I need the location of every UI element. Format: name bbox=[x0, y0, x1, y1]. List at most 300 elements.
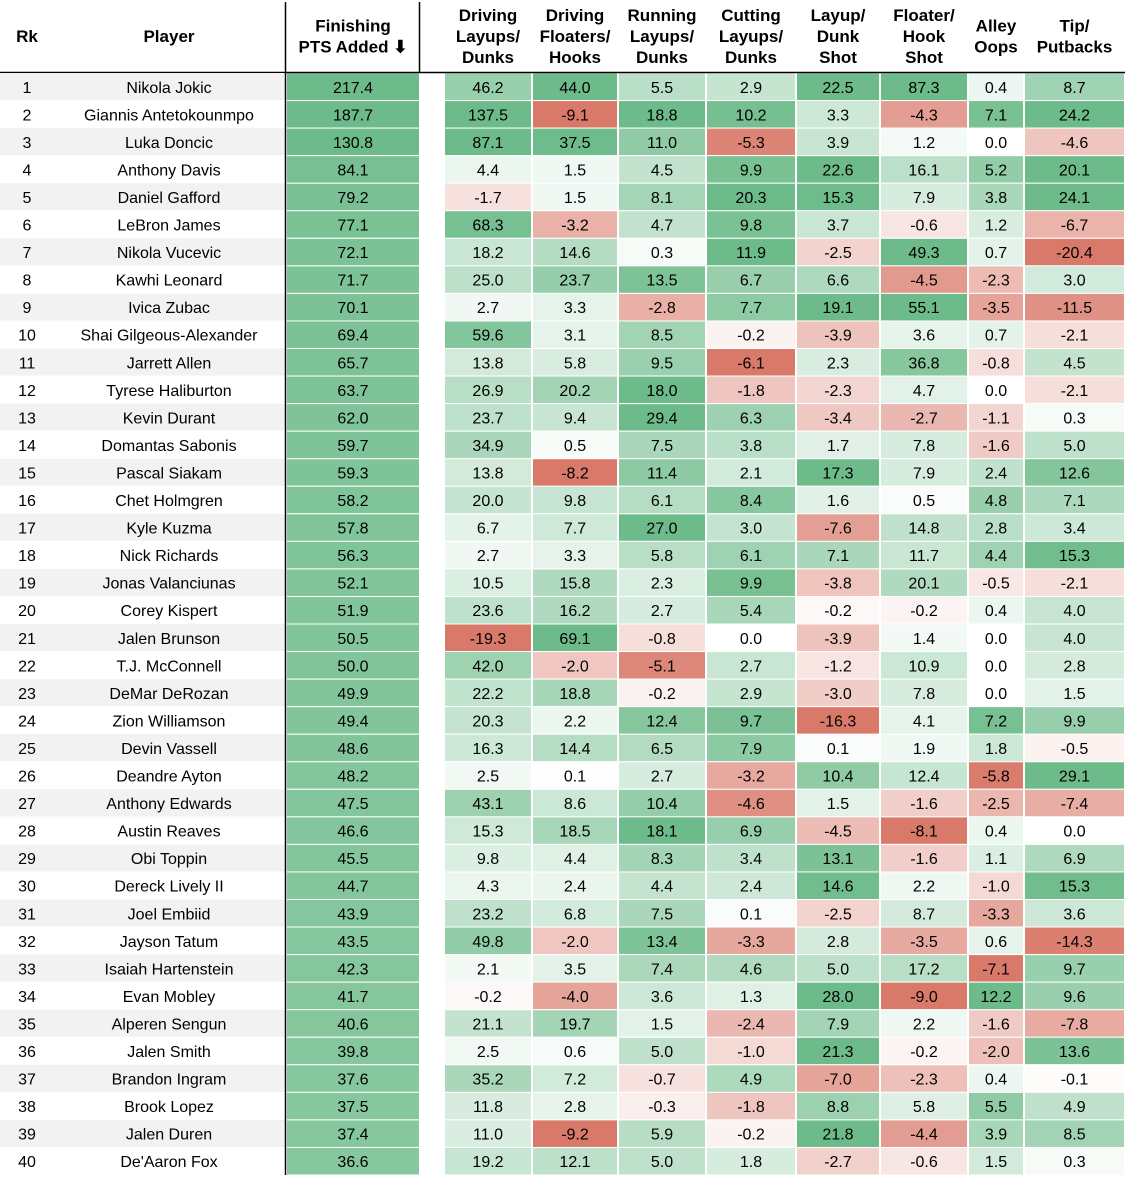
table-row-20-cutting_layups: 5.4 bbox=[739, 603, 763, 621]
table-row-35-driving_floaters: 19.7 bbox=[559, 1016, 591, 1034]
table-row-4-cutting_layups: 9.9 bbox=[739, 162, 763, 180]
table-row-27-finishing: 47.5 bbox=[337, 796, 369, 814]
table-row-25-floater_hook_shot: 1.9 bbox=[912, 740, 936, 758]
table-row-15-floater_hook_shot: 7.9 bbox=[912, 465, 936, 483]
table-row-15-driving_floaters: -8.2 bbox=[561, 465, 589, 483]
table-row-37-driving_layups: 35.2 bbox=[472, 1071, 504, 1089]
table-row-6-player: LeBron James bbox=[117, 217, 221, 235]
table-row-27-player: Anthony Edwards bbox=[106, 796, 232, 814]
table-row-33-rk: 33 bbox=[18, 961, 36, 979]
table-row-34-player: Evan Mobley bbox=[122, 988, 216, 1006]
table-row-22-layup_dunk_shot: -1.2 bbox=[824, 658, 852, 676]
table-row-37-tip_putbacks: -0.1 bbox=[1060, 1071, 1089, 1089]
table-row-12-layup_dunk_shot: -2.3 bbox=[824, 382, 852, 400]
table-row-2-running_layups: 18.8 bbox=[646, 107, 678, 125]
table-row-32-finishing: 43.5 bbox=[337, 933, 369, 951]
table-row-36-finishing: 39.8 bbox=[337, 1044, 369, 1062]
header-cutting_layups-line1: Cutting bbox=[721, 6, 781, 25]
table-row-24-alley_oops: 7.2 bbox=[984, 713, 1008, 731]
table-row-21-driving_layups: -19.3 bbox=[469, 630, 507, 648]
table-row-39-tip_putbacks: 8.5 bbox=[1063, 1126, 1086, 1144]
table-row-14-layup_dunk_shot: 1.7 bbox=[826, 437, 850, 455]
table-row-22-tip_putbacks: 2.8 bbox=[1063, 658, 1086, 676]
table-row-10-player: Shai Gilgeous-Alexander bbox=[80, 327, 258, 345]
table-row-37-driving_floaters: 7.2 bbox=[563, 1071, 587, 1089]
table-row-8-cutting_layups: 6.7 bbox=[739, 272, 763, 290]
table-row-33-layup_dunk_shot: 5.0 bbox=[826, 961, 850, 979]
table-row-1-driving_layups: 46.2 bbox=[472, 79, 504, 97]
table-row-18-player: Nick Richards bbox=[119, 548, 219, 566]
table-row-37-alley_oops: 0.4 bbox=[984, 1071, 1008, 1089]
table-row-6-running_layups: 4.7 bbox=[650, 217, 674, 235]
header-running_layups-line2: Layups/ bbox=[629, 27, 695, 46]
table-row-2-driving_floaters: -9.1 bbox=[561, 107, 589, 125]
table-row-38-driving_layups: 11.8 bbox=[473, 1099, 503, 1117]
table-row-33-driving_floaters: 3.5 bbox=[563, 961, 587, 979]
table-row-16-rk: 16 bbox=[18, 493, 36, 511]
table-row-14-floater_hook_shot: 7.8 bbox=[912, 437, 936, 455]
table-row-18-cutting_layups: 6.1 bbox=[739, 548, 763, 566]
table-row-4-tip_putbacks: 20.1 bbox=[1058, 162, 1091, 180]
table-row-20-driving_layups: 23.6 bbox=[472, 603, 504, 621]
table-row-9-alley_oops: -3.5 bbox=[982, 300, 1010, 318]
table-row-23-running_layups: -0.2 bbox=[648, 685, 676, 703]
table-row-15-cutting_layups: 2.1 bbox=[739, 465, 763, 483]
table-row-38-running_layups: -0.3 bbox=[648, 1099, 676, 1117]
table-row-2-cutting_layups: 10.2 bbox=[735, 107, 767, 125]
table-row-33-cutting_layups: 4.6 bbox=[739, 961, 763, 979]
table-row-24-rk: 24 bbox=[18, 713, 36, 731]
table-row-40-driving_layups: 19.2 bbox=[472, 1154, 504, 1172]
table-row-24-player: Zion Williamson bbox=[112, 713, 226, 731]
table-row-24-driving_layups: 20.3 bbox=[472, 713, 504, 731]
table-row-9-driving_layups: 2.7 bbox=[476, 300, 500, 318]
table-row-26-driving_layups: 2.5 bbox=[476, 768, 500, 786]
table-row-25-running_layups: 6.5 bbox=[650, 740, 674, 758]
table-row-38-floater_hook_shot: 5.8 bbox=[912, 1099, 936, 1117]
table-row-32-driving_layups: 49.8 bbox=[472, 933, 504, 951]
table-row-40-floater_hook_shot: -0.6 bbox=[910, 1154, 938, 1172]
table-row-25-layup_dunk_shot: 0.1 bbox=[826, 740, 850, 758]
table-row-26-alley_oops: -5.8 bbox=[982, 768, 1010, 786]
header-tip_putbacks-line2: Putbacks bbox=[1036, 37, 1113, 57]
table-row-14-tip_putbacks: 5.0 bbox=[1063, 437, 1086, 455]
table-row-24-floater_hook_shot: 4.1 bbox=[912, 713, 936, 731]
table-row-6-alley_oops: 1.2 bbox=[984, 217, 1008, 235]
table-row-7-player: Nikola Vucevic bbox=[116, 245, 222, 263]
table-row-29-player: Obi Toppin bbox=[130, 851, 208, 869]
table-row-28-rk: 28 bbox=[18, 823, 36, 841]
table-row-35-driving_layups: 21.1 bbox=[472, 1016, 504, 1034]
table-row-8-finishing: 71.7 bbox=[337, 272, 369, 290]
table-row-7-driving_layups: 18.2 bbox=[472, 245, 504, 263]
table-row-25-finishing: 48.6 bbox=[337, 740, 369, 758]
table-row-34-layup_dunk_shot: 28.0 bbox=[822, 988, 854, 1006]
table-row-28-layup_dunk_shot: -4.5 bbox=[824, 823, 852, 841]
table-row-40-tip_putbacks: 0.3 bbox=[1063, 1154, 1086, 1172]
table-row-31-finishing: 43.9 bbox=[337, 906, 369, 924]
table-row-11-player: Jarrett Allen bbox=[126, 355, 212, 373]
table-row-31-running_layups: 7.5 bbox=[650, 906, 674, 924]
table-row-25-cutting_layups: 7.9 bbox=[739, 740, 763, 758]
table-row-3-driving_floaters: 37.5 bbox=[559, 134, 591, 152]
table-row-9-tip_putbacks: -11.5 bbox=[1056, 300, 1093, 318]
table-row-24-running_layups: 12.4 bbox=[646, 713, 678, 731]
table-row-39-layup_dunk_shot: 21.8 bbox=[822, 1126, 854, 1144]
table-row-2-finishing: 187.7 bbox=[332, 107, 374, 125]
table-row-19-rk: 19 bbox=[18, 575, 36, 593]
table-row-28-driving_floaters: 18.5 bbox=[559, 823, 591, 841]
table-row-36-rk: 36 bbox=[18, 1044, 36, 1062]
table-row-5-cutting_layups: 20.3 bbox=[735, 189, 767, 207]
table-row-31-player: Joel Embiid bbox=[127, 906, 211, 924]
table-row-29-driving_layups: 9.8 bbox=[476, 851, 500, 869]
header-floater_hook_shot-line3: Shot bbox=[905, 48, 943, 67]
table-row-22-player: T.J. McConnell bbox=[116, 658, 222, 676]
table-row-13-alley_oops: -1.1 bbox=[982, 410, 1010, 428]
table-row-31-driving_floaters: 6.8 bbox=[563, 906, 587, 924]
table-row-23-layup_dunk_shot: -3.0 bbox=[824, 685, 852, 703]
table-row-4-floater_hook_shot: 16.1 bbox=[908, 162, 940, 180]
table-row-5-rk: 5 bbox=[22, 189, 32, 207]
table-row-2-driving_layups: 137.5 bbox=[467, 107, 509, 125]
table-row-8-rk: 8 bbox=[22, 272, 32, 290]
table-row-17-floater_hook_shot: 14.8 bbox=[908, 520, 940, 538]
header-finishing-line2: PTS Added ⬇ bbox=[298, 37, 408, 57]
table-row-25-driving_floaters: 14.4 bbox=[559, 740, 591, 758]
table-row-35-player: Alperen Sengun bbox=[111, 1016, 227, 1034]
table-row-25-alley_oops: 1.8 bbox=[984, 740, 1008, 758]
table-row-39-rk: 39 bbox=[18, 1126, 36, 1144]
table-row-21-layup_dunk_shot: -3.9 bbox=[824, 630, 852, 648]
table-row-1-alley_oops: 0.4 bbox=[984, 79, 1008, 97]
table-row-29-rk: 29 bbox=[18, 851, 36, 869]
table-row-3-tip_putbacks: -4.6 bbox=[1060, 134, 1089, 152]
table-row-10-finishing: 69.4 bbox=[337, 327, 369, 345]
table-row-36-driving_layups: 2.5 bbox=[476, 1044, 500, 1062]
table-row-32-driving_floaters: -2.0 bbox=[561, 933, 589, 951]
table-row-30-running_layups: 4.4 bbox=[650, 878, 674, 896]
table-row-14-driving_floaters: 0.5 bbox=[563, 437, 587, 455]
table-row-8-floater_hook_shot: -4.5 bbox=[910, 272, 938, 290]
table-row-5-finishing: 79.2 bbox=[337, 189, 369, 207]
table-row-26-floater_hook_shot: 12.4 bbox=[908, 768, 940, 786]
table-row-8-tip_putbacks: 3.0 bbox=[1063, 272, 1086, 290]
header-running_layups-line1: Running bbox=[627, 6, 697, 25]
table-row-33-driving_layups: 2.1 bbox=[476, 961, 500, 979]
header-layup_dunk_shot-line1: Layup/ bbox=[810, 6, 866, 25]
table-row-24-driving_floaters: 2.2 bbox=[563, 713, 587, 731]
table-row-36-floater_hook_shot: -0.2 bbox=[910, 1044, 938, 1062]
table-row-29-driving_floaters: 4.4 bbox=[563, 851, 587, 869]
table-row-30-rk: 30 bbox=[18, 878, 36, 896]
table-row-11-rk: 11 bbox=[18, 355, 36, 373]
table-row-11-driving_floaters: 5.8 bbox=[563, 355, 587, 373]
table-row-18-finishing: 56.3 bbox=[337, 548, 369, 566]
table-row-19-cutting_layups: 9.9 bbox=[739, 575, 763, 593]
table-row-11-tip_putbacks: 4.5 bbox=[1063, 355, 1086, 373]
table-row-4-driving_floaters: 1.5 bbox=[563, 162, 587, 180]
table-row-3-layup_dunk_shot: 3.9 bbox=[826, 134, 850, 152]
table-row-1-rk: 1 bbox=[22, 79, 32, 97]
table-row-19-finishing: 52.1 bbox=[337, 575, 369, 593]
table-row-14-cutting_layups: 3.8 bbox=[739, 437, 763, 455]
table-row-20-tip_putbacks: 4.0 bbox=[1063, 603, 1086, 621]
table-row-12-floater_hook_shot: 4.7 bbox=[912, 382, 936, 400]
table-row-1-cutting_layups: 2.9 bbox=[739, 79, 763, 97]
table-row-33-floater_hook_shot: 17.2 bbox=[908, 961, 940, 979]
table-row-33-tip_putbacks: 9.7 bbox=[1063, 961, 1086, 979]
table-row-38-player: Brook Lopez bbox=[124, 1099, 214, 1117]
table-row-21-tip_putbacks: 4.0 bbox=[1063, 630, 1086, 648]
table-row-37-rk: 37 bbox=[18, 1071, 36, 1089]
table-row-20-running_layups: 2.7 bbox=[650, 603, 674, 621]
header-driving_floaters-line2: Floaters/ bbox=[539, 27, 611, 46]
table-row-32-cutting_layups: -3.3 bbox=[737, 933, 765, 951]
table-row-4-driving_layups: 4.4 bbox=[476, 162, 500, 180]
table-row-17-running_layups: 27.0 bbox=[646, 520, 678, 538]
table-row-31-layup_dunk_shot: -2.5 bbox=[824, 906, 852, 924]
table-row-35-cutting_layups: -2.4 bbox=[737, 1016, 765, 1034]
table-row-10-driving_floaters: 3.1 bbox=[563, 327, 587, 345]
table-row-34-driving_floaters: -4.0 bbox=[561, 988, 589, 1006]
table-row-7-floater_hook_shot: 49.3 bbox=[908, 245, 940, 263]
table-row-34-tip_putbacks: 9.6 bbox=[1063, 988, 1086, 1006]
table-row-5-driving_floaters: 1.5 bbox=[563, 189, 587, 207]
table-row-34-rk: 34 bbox=[18, 988, 36, 1006]
table-row-26-layup_dunk_shot: 10.4 bbox=[822, 768, 854, 786]
table-row-26-running_layups: 2.7 bbox=[650, 768, 674, 786]
table-row-13-finishing: 62.0 bbox=[337, 410, 369, 428]
table-row-5-running_layups: 8.1 bbox=[650, 189, 674, 207]
table-row-29-alley_oops: 1.1 bbox=[984, 851, 1008, 869]
table-row-26-finishing: 48.2 bbox=[337, 768, 369, 786]
table-row-38-tip_putbacks: 4.9 bbox=[1063, 1099, 1086, 1117]
header-finishing-line1: Finishing bbox=[315, 16, 391, 36]
header-rk: Rk bbox=[16, 27, 38, 46]
table-row-35-floater_hook_shot: 2.2 bbox=[912, 1016, 936, 1034]
table-row-29-finishing: 45.5 bbox=[337, 851, 369, 869]
table-row-37-player: Brandon Ingram bbox=[111, 1071, 227, 1089]
table-row-29-running_layups: 8.3 bbox=[650, 851, 674, 869]
table-row-15-finishing: 59.3 bbox=[337, 465, 369, 483]
table-row-38-cutting_layups: -1.8 bbox=[737, 1099, 765, 1117]
header-cutting_layups-line2: Layups/ bbox=[718, 27, 784, 46]
table-row-9-cutting_layups: 7.7 bbox=[739, 300, 763, 318]
table-row-28-finishing: 46.6 bbox=[337, 823, 369, 841]
table-row-1-running_layups: 5.5 bbox=[650, 79, 674, 97]
table-row-32-tip_putbacks: -14.3 bbox=[1056, 933, 1093, 951]
table-row-30-driving_layups: 4.3 bbox=[476, 878, 500, 896]
table-row-27-layup_dunk_shot: 1.5 bbox=[826, 796, 850, 814]
table-row-16-cutting_layups: 8.4 bbox=[739, 493, 763, 511]
table-row-13-cutting_layups: 6.3 bbox=[739, 410, 763, 428]
table-row-28-driving_layups: 15.3 bbox=[472, 823, 504, 841]
table-row-12-finishing: 63.7 bbox=[337, 382, 369, 400]
table-row-4-finishing: 84.1 bbox=[337, 162, 369, 180]
table-row-11-floater_hook_shot: 36.8 bbox=[908, 355, 940, 373]
header-driving_layups-line3: Dunks bbox=[462, 48, 514, 67]
header-cutting_layups-line3: Dunks bbox=[725, 48, 777, 67]
table-row-30-floater_hook_shot: 2.2 bbox=[912, 878, 936, 896]
table-row-30-cutting_layups: 2.4 bbox=[739, 878, 763, 896]
table-row-33-alley_oops: -7.1 bbox=[982, 961, 1010, 979]
table-row-35-rk: 35 bbox=[18, 1016, 36, 1034]
table-row-4-running_layups: 4.5 bbox=[650, 162, 674, 180]
table-row-31-floater_hook_shot: 8.7 bbox=[912, 906, 936, 924]
table-row-12-rk: 12 bbox=[18, 382, 36, 400]
header-tip_putbacks-line1: Tip/ bbox=[1059, 16, 1090, 36]
header-layup_dunk_shot-line2: Dunk bbox=[816, 27, 860, 46]
table-row-9-layup_dunk_shot: 19.1 bbox=[822, 300, 854, 318]
table-row-15-driving_layups: 13.8 bbox=[472, 465, 504, 483]
table-row-8-layup_dunk_shot: 6.6 bbox=[826, 272, 850, 290]
header-driving_layups-line2: Layups/ bbox=[455, 27, 521, 46]
table-row-8-driving_layups: 25.0 bbox=[472, 272, 504, 290]
table-row-18-floater_hook_shot: 11.7 bbox=[909, 548, 939, 566]
table-row-25-player: Devin Vassell bbox=[121, 740, 217, 758]
table-row-14-finishing: 59.7 bbox=[337, 437, 369, 455]
table-row-28-player: Austin Reaves bbox=[117, 823, 221, 841]
table-row-37-running_layups: -0.7 bbox=[648, 1071, 676, 1089]
table-row-26-player: Deandre Ayton bbox=[116, 768, 222, 786]
table-row-38-driving_floaters: 2.8 bbox=[563, 1099, 587, 1117]
table-row-16-driving_layups: 20.0 bbox=[472, 493, 504, 511]
table-row-21-running_layups: -0.8 bbox=[648, 630, 676, 648]
table-row-18-driving_layups: 2.7 bbox=[476, 548, 500, 566]
table-row-10-floater_hook_shot: 3.6 bbox=[912, 327, 936, 345]
table-row-23-player: DeMar DeRozan bbox=[109, 685, 229, 703]
table-row-33-finishing: 42.3 bbox=[337, 961, 369, 979]
table-row-39-alley_oops: 3.9 bbox=[984, 1126, 1008, 1144]
table-row-1-finishing: 217.4 bbox=[332, 79, 374, 97]
table-row-40-alley_oops: 1.5 bbox=[984, 1154, 1008, 1172]
table-row-19-alley_oops: -0.5 bbox=[982, 575, 1010, 593]
table-row-16-layup_dunk_shot: 1.6 bbox=[826, 493, 850, 511]
table-row-7-alley_oops: 0.7 bbox=[984, 245, 1008, 263]
table-row-13-rk: 13 bbox=[18, 410, 36, 428]
table-row-32-player: Jayson Tatum bbox=[119, 933, 219, 951]
table-row-10-alley_oops: 0.7 bbox=[984, 327, 1008, 345]
table-row-1-floater_hook_shot: 87.3 bbox=[908, 79, 940, 97]
table-row-12-alley_oops: 0.0 bbox=[984, 382, 1008, 400]
table-row-21-driving_floaters: 69.1 bbox=[559, 630, 591, 648]
table-row-27-driving_layups: 43.1 bbox=[472, 796, 504, 814]
table-row-10-rk: 10 bbox=[18, 327, 36, 345]
table-row-25-tip_putbacks: -0.5 bbox=[1060, 740, 1089, 758]
table-row-34-cutting_layups: 1.3 bbox=[739, 988, 763, 1006]
table-row-34-running_layups: 3.6 bbox=[650, 988, 674, 1006]
table-row-6-tip_putbacks: -6.7 bbox=[1060, 217, 1089, 235]
header-floater_hook_shot-line1: Floater/ bbox=[893, 6, 955, 25]
table-row-36-player: Jalen Smith bbox=[127, 1044, 211, 1062]
table-row-6-floater_hook_shot: -0.6 bbox=[910, 217, 938, 235]
table-row-26-rk: 26 bbox=[18, 768, 36, 786]
table-row-4-layup_dunk_shot: 22.6 bbox=[822, 162, 854, 180]
table-row-33-player: Isaiah Hartenstein bbox=[104, 961, 234, 979]
table-row-24-tip_putbacks: 9.9 bbox=[1063, 713, 1086, 731]
table-row-2-tip_putbacks: 24.2 bbox=[1058, 107, 1091, 125]
table-row-33-running_layups: 7.4 bbox=[650, 961, 674, 979]
table-row-16-floater_hook_shot: 0.5 bbox=[912, 493, 936, 511]
table-row-19-floater_hook_shot: 20.1 bbox=[908, 575, 940, 593]
table-row-17-finishing: 57.8 bbox=[337, 520, 369, 538]
table-row-8-running_layups: 13.5 bbox=[646, 272, 678, 290]
table-row-21-finishing: 50.5 bbox=[337, 630, 369, 648]
table-row-13-player: Kevin Durant bbox=[122, 410, 216, 428]
table-row-27-cutting_layups: -4.6 bbox=[737, 796, 765, 814]
table-row-17-alley_oops: 2.8 bbox=[984, 520, 1008, 538]
table-row-13-driving_floaters: 9.4 bbox=[563, 410, 587, 428]
table-row-6-cutting_layups: 9.8 bbox=[739, 217, 763, 235]
table-row-30-layup_dunk_shot: 14.6 bbox=[822, 878, 854, 896]
table-row-18-running_layups: 5.8 bbox=[650, 548, 674, 566]
table-row-28-tip_putbacks: 0.0 bbox=[1063, 823, 1086, 841]
table-row-3-driving_layups: 87.1 bbox=[472, 134, 504, 152]
table-row-31-tip_putbacks: 3.6 bbox=[1063, 906, 1086, 924]
table-row-11-cutting_layups: -6.1 bbox=[737, 355, 765, 373]
table-row-21-player: Jalen Brunson bbox=[117, 630, 221, 648]
table-row-9-finishing: 70.1 bbox=[337, 300, 369, 318]
table-row-23-floater_hook_shot: 7.8 bbox=[912, 685, 936, 703]
table-row-20-rk: 20 bbox=[18, 603, 36, 621]
table-row-2-rk: 2 bbox=[22, 107, 32, 125]
table-row-4-player: Anthony Davis bbox=[117, 162, 221, 180]
table-row-8-player: Kawhi Leonard bbox=[115, 272, 223, 290]
table-row-37-finishing: 37.6 bbox=[337, 1071, 369, 1089]
table-row-38-finishing: 37.5 bbox=[337, 1099, 369, 1117]
table-row-9-running_layups: -2.8 bbox=[648, 300, 676, 318]
table-row-19-layup_dunk_shot: -3.8 bbox=[824, 575, 852, 593]
table-row-24-cutting_layups: 9.7 bbox=[739, 713, 763, 731]
table-row-13-running_layups: 29.4 bbox=[646, 410, 678, 428]
table-row-20-driving_floaters: 16.2 bbox=[559, 603, 591, 621]
table-row-10-tip_putbacks: -2.1 bbox=[1060, 327, 1089, 345]
table-row-28-alley_oops: 0.4 bbox=[984, 823, 1008, 841]
table-row-16-player: Chet Holmgren bbox=[115, 493, 223, 511]
table-row-36-alley_oops: -2.0 bbox=[982, 1044, 1010, 1062]
table-row-7-tip_putbacks: -20.4 bbox=[1056, 245, 1093, 263]
table-row-12-driving_layups: 26.9 bbox=[472, 382, 504, 400]
table-row-24-finishing: 49.4 bbox=[337, 713, 369, 731]
table-row-18-tip_putbacks: 15.3 bbox=[1058, 548, 1091, 566]
table-row-31-driving_layups: 23.2 bbox=[472, 906, 504, 924]
table-row-14-player: Domantas Sabonis bbox=[101, 437, 237, 455]
table-row-22-cutting_layups: 2.7 bbox=[739, 658, 763, 676]
table-row-37-layup_dunk_shot: -7.0 bbox=[824, 1071, 852, 1089]
table-row-38-rk: 38 bbox=[18, 1099, 36, 1117]
table-row-20-layup_dunk_shot: -0.2 bbox=[824, 603, 852, 621]
table-row-18-alley_oops: 4.4 bbox=[984, 548, 1008, 566]
table-row-32-layup_dunk_shot: 2.8 bbox=[826, 933, 850, 951]
table-row-14-alley_oops: -1.6 bbox=[982, 437, 1010, 455]
table-row-32-running_layups: 13.4 bbox=[646, 933, 678, 951]
table-row-18-rk: 18 bbox=[18, 548, 36, 566]
table-row-37-floater_hook_shot: -2.3 bbox=[910, 1071, 938, 1089]
table-row-36-driving_floaters: 0.6 bbox=[563, 1044, 587, 1062]
table-row-9-rk: 9 bbox=[22, 300, 32, 318]
table-row-15-tip_putbacks: 12.6 bbox=[1058, 465, 1091, 483]
table-row-11-finishing: 65.7 bbox=[337, 355, 369, 373]
table-row-13-tip_putbacks: 0.3 bbox=[1063, 410, 1086, 428]
table-row-16-running_layups: 6.1 bbox=[650, 493, 674, 511]
table-row-29-layup_dunk_shot: 13.1 bbox=[822, 851, 854, 869]
table-row-27-driving_floaters: 8.6 bbox=[563, 796, 587, 814]
table-row-6-driving_floaters: -3.2 bbox=[561, 217, 589, 235]
table-row-27-rk: 27 bbox=[18, 796, 36, 814]
table-row-19-running_layups: 2.3 bbox=[650, 575, 674, 593]
table-row-21-floater_hook_shot: 1.4 bbox=[912, 630, 936, 648]
